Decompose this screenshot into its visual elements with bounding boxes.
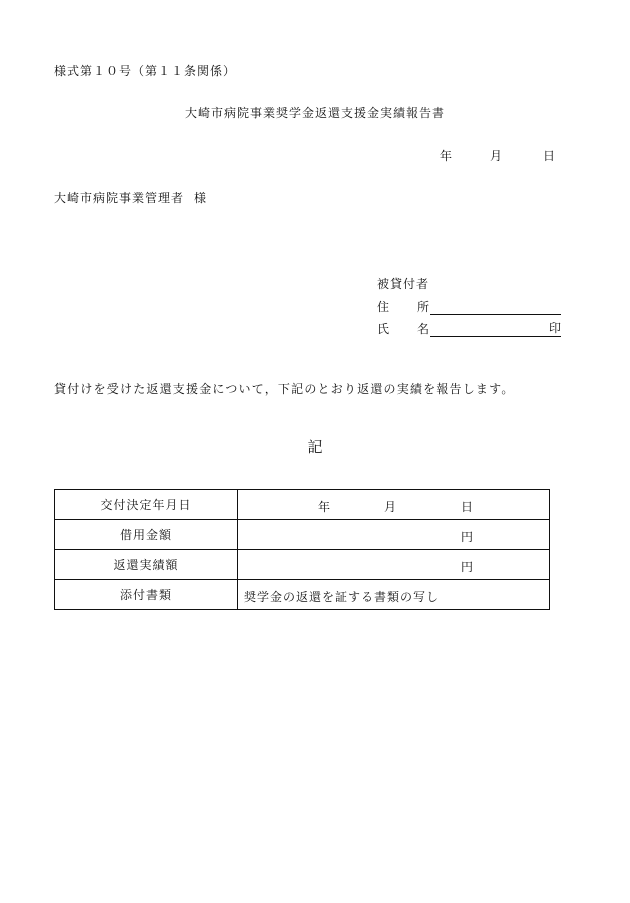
table-label-cell: 借用金額 [55,520,238,550]
address-label-char-2: 所 [416,300,429,314]
borrowed-amount-unit: 円 [461,530,474,544]
report-table [54,489,550,610]
addressee-name: 大崎市病院事業管理者 [54,191,185,205]
name-label-char-1: 氏 [377,322,390,336]
repaid-amount-unit: 円 [461,560,474,574]
table-row [55,580,550,610]
date-month-label: 月 [490,149,503,163]
table-row [55,550,550,580]
ki-heading: 記 [307,438,323,456]
addressee [54,189,207,206]
address-label-char-1: 住 [377,300,390,314]
borrowed-amount-cell[interactable] [238,520,550,550]
name-label-char-2: 名 [416,322,429,336]
date-day-label: 日 [543,149,556,163]
address-label [377,298,429,315]
decision-day-label: 日 [461,500,474,514]
attachments-text: 奨学金の返還を証する書類の写し [244,590,440,604]
document-title: 大崎市病院事業奨学金返還支援金実績報告書 [184,106,445,120]
date-year-label: 年 [440,149,453,163]
report-statement: 貸付けを受けた返還支援金について，下記のとおり返還の実績を報告します。 [54,382,515,396]
table-row [55,490,550,520]
decision-year-label: 年 [318,500,331,514]
borrower-label: 被貸付者 [377,277,430,291]
decision-date-cell[interactable] [238,490,550,520]
name-underline[interactable] [430,321,561,337]
table-label-cell: 交付決定年月日 [55,490,238,520]
table-label-cell: 返還実績額 [55,550,238,580]
name-label [377,320,429,337]
decision-month-label: 月 [384,500,397,514]
seal-mark: 印 [548,321,561,335]
table-label-cell: 添付書類 [55,580,238,610]
address-underline[interactable] [430,299,561,315]
name-field [377,320,561,337]
form-number: 様式第１０号（第１１条関係） [54,64,237,78]
address-field [377,298,561,315]
addressee-honorific: 様 [194,191,208,205]
repaid-amount-cell[interactable] [238,550,550,580]
attachments-cell [238,580,550,610]
table-row [55,520,550,550]
